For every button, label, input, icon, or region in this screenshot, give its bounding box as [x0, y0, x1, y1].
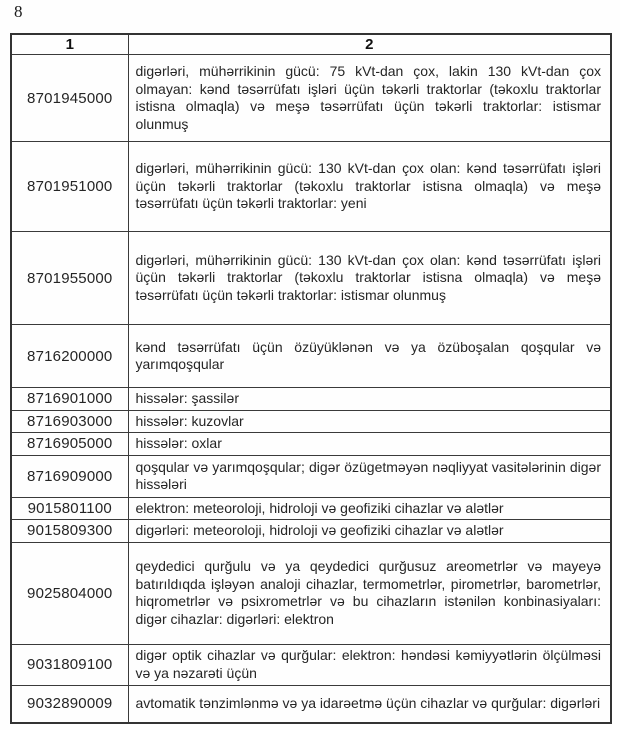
code-cell: 8716903000 [11, 410, 128, 433]
table-row [11, 520, 611, 543]
table-row [11, 644, 611, 685]
code-cell: 8716901000 [11, 388, 128, 411]
description-cell: digər optik cihazlar və qurğular: elektron: həndəsi kəmiyyətlərin ölçülməsi və ya nəzarəti üçün [128, 644, 611, 685]
page-number: 8 [14, 2, 23, 21]
description-cell: digərləri, mühərrikinin gücü: 130 kVt-dan çox olan: kənd təsərrüfatı işləri üçün təkərli traktorlar (təkoxlu traktorlar istisna olmaqla) və meşə təsərrüfatı üçün təkərli traktorlar: yeni [128, 142, 611, 232]
description-cell: elektron: meteoroloji, hidroloji və geofiziki cihazlar və alətlər [128, 497, 611, 520]
description-cell: qeydedici qurğulu və ya qeydedici qurğusuz areometrlər və mayeyə batırıldıqda işləyən analoji cihazlar, termometrlər, pirometrlər, barometrlər, hiqrometrlər və psixrometrlər və bu cihazların istənilən konbinasiyaları: digər cihazlar: digərləri: elektron [128, 542, 611, 644]
description-cell: qoşqular və yarımqoşqular; digər özügetməyən nəqliyyat vasitələrinin digər hissələri [128, 455, 611, 497]
code-cell: 8716905000 [11, 433, 128, 456]
table-row [11, 388, 611, 411]
code-cell: 8716909000 [11, 455, 128, 497]
code-cell: 8701955000 [11, 232, 128, 325]
description-cell: digərləri, mühərrikinin gücü: 75 kVt-dan çox, lakin 130 kVt-dan çox olmayan: kənd təsərrüfatı işləri üçün təkərli traktorlar (təkoxlu traktorlar istisna olmaqla) və meşə təsərrüfatı üçün təkərli traktorlar: istismar olunmuş [128, 55, 611, 142]
table-row [11, 433, 611, 456]
description-cell: digərləri: meteoroloji, hidroloji və geofiziki cihazlar və alətlər [128, 520, 611, 543]
code-cell: 9025804000 [11, 542, 128, 644]
description-cell: kənd təsərrüfatı üçün özüyüklənən və ya özüboşalan qoşqular və yarımqoşqular [128, 325, 611, 388]
table-row [11, 455, 611, 497]
code-cell: 9032890009 [11, 685, 128, 723]
code-cell: 8716200000 [11, 325, 128, 388]
column-header-code: 1 [11, 34, 128, 55]
code-cell: 8701951000 [11, 142, 128, 232]
tariff-table [10, 33, 612, 724]
code-cell: 9015801100 [11, 497, 128, 520]
description-cell: digərləri, mühərrikinin gücü: 130 kVt-dan çox olan: kənd təsərrüfatı işləri üçün təkərli traktorlar (təkoxlu traktorlar istisna olmaqla) və meşə təsərrüfatı üçün təkərli traktorlar: istismar olunmuş [128, 232, 611, 325]
code-cell: 9031809100 [11, 644, 128, 685]
description-cell: hissələr: şassilər [128, 388, 611, 411]
description-cell: hissələr: kuzovlar [128, 410, 611, 433]
table-row [11, 232, 611, 325]
table-row [11, 542, 611, 644]
description-cell: hissələr: oxlar [128, 433, 611, 456]
table-row [11, 685, 611, 723]
code-cell: 8701945000 [11, 55, 128, 142]
table-body [11, 55, 611, 724]
description-cell: avtomatik tənzimlənmə və ya idarəetmə üçün cihazlar və qurğular: digərləri [128, 685, 611, 723]
header-row [11, 34, 611, 55]
table-row [11, 325, 611, 388]
table-row [11, 410, 611, 433]
table-row [11, 142, 611, 232]
table-row [11, 497, 611, 520]
column-header-description: 2 [128, 34, 611, 55]
table-row [11, 55, 611, 142]
code-cell: 9015809300 [11, 520, 128, 543]
table-header [11, 34, 611, 55]
